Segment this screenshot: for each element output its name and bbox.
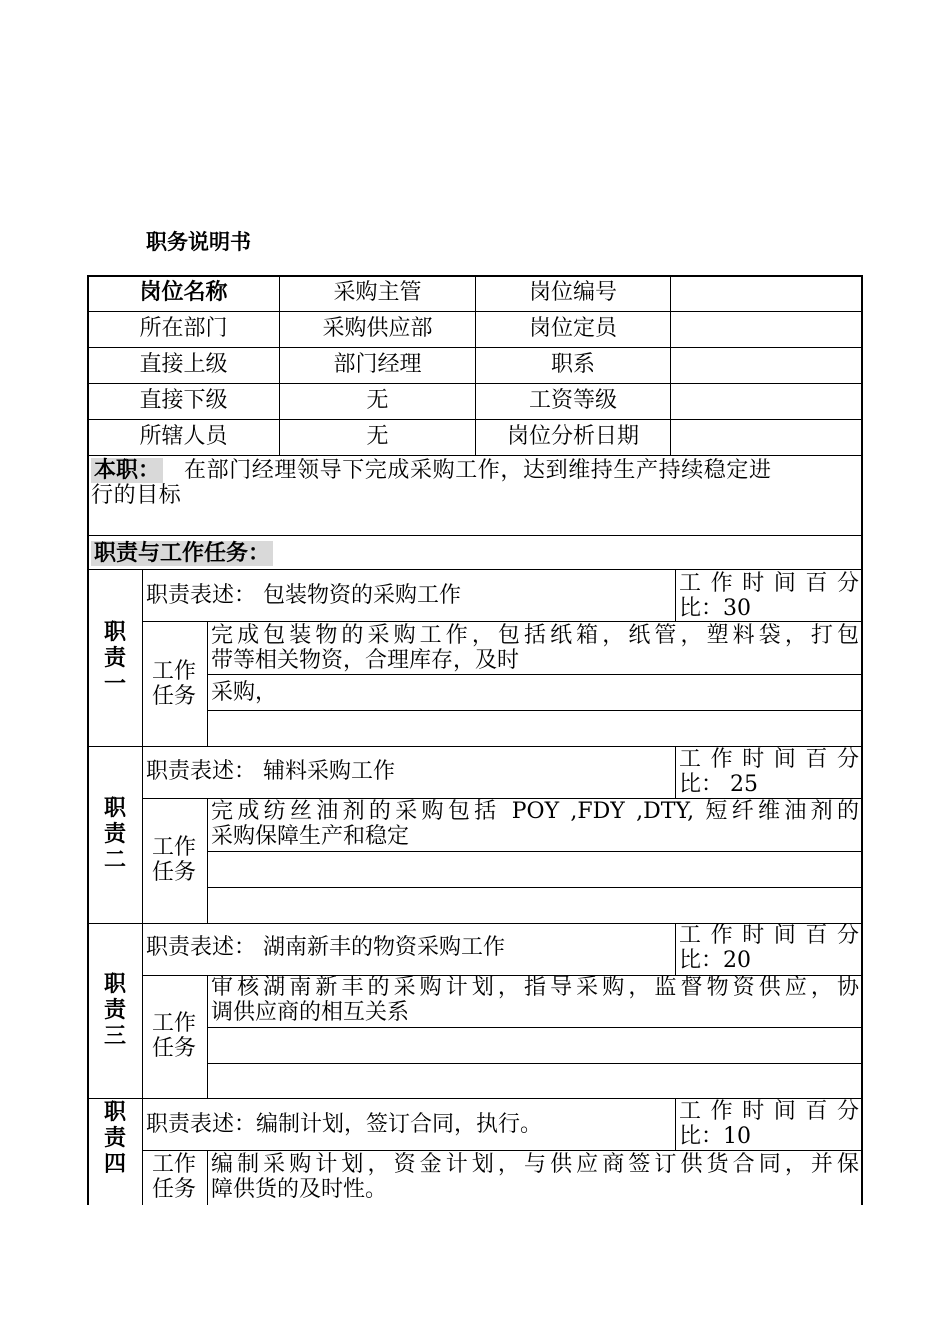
summary-text-line1: 在部门经理领导下完成采购工作，达到维持生产持续稳定进 — [184, 458, 772, 483]
duty-name-char: 职 — [103, 1100, 126, 1125]
duty-description: 职责表述：编制计划，签订合同，执行。 — [146, 1112, 543, 1137]
summary-label — [91, 458, 163, 483]
divider — [208, 674, 862, 675]
duty-name-char: 责 — [103, 822, 126, 847]
task-label: 工作 — [152, 659, 197, 684]
divider — [142, 570, 143, 1205]
divider — [208, 1027, 862, 1028]
summary-text-line2: 行的目标 — [91, 483, 182, 508]
duty-name-char: 责 — [103, 998, 126, 1023]
field-label: 直接下级 — [139, 388, 228, 413]
field-label: 岗位编号 — [528, 280, 617, 305]
duty-name-char: 职 — [103, 972, 126, 997]
duty-name — [100, 972, 130, 1050]
divider — [88, 569, 862, 570]
divider — [670, 277, 671, 455]
duties-header — [91, 541, 273, 566]
task-line: 审核湖南新丰的采购计划，指导采购，监督物资供应，协 — [211, 975, 859, 1000]
summary-label-text: 本职： — [91, 458, 163, 483]
divider — [208, 887, 862, 888]
divider — [208, 851, 862, 852]
divider — [207, 1151, 208, 1205]
task-line: 采购， — [211, 680, 278, 705]
duty-name — [100, 796, 130, 874]
task-label: 任务 — [152, 1177, 197, 1202]
field-label: 直接上级 — [139, 352, 228, 377]
duty-name-char: 四 — [103, 1152, 126, 1177]
field-label: 所在部门 — [139, 316, 228, 341]
duty-time-percent-line2: 比：10 — [679, 1124, 751, 1149]
duty-name-char: 责 — [103, 1126, 126, 1151]
duty-name-char: 一 — [103, 672, 126, 697]
task-label: 任务 — [152, 684, 197, 709]
divider — [88, 455, 862, 456]
divider — [675, 924, 676, 975]
task-label: 任务 — [152, 860, 197, 885]
task-label: 工作 — [152, 1152, 197, 1177]
task-line: 带等相关物资，合理库存，及时 — [211, 648, 520, 673]
field-label: 职系 — [550, 352, 595, 377]
field-label: 岗位定员 — [528, 316, 617, 341]
duty-name-char: 职 — [103, 620, 126, 645]
duties-header-text: 职责与工作任务： — [91, 541, 273, 566]
duty-description: 职责表述： 辅料采购工作 — [146, 759, 395, 784]
field-label: 工资等级 — [528, 388, 617, 413]
task-label: 任务 — [152, 1036, 197, 1061]
divider — [143, 621, 862, 622]
task-label: 工作 — [152, 1011, 197, 1036]
field-value: 部门经理 — [333, 352, 422, 377]
duty-time-percent-line1: 工作时间百分 — [679, 747, 859, 772]
task-line: 障供货的及时性。 — [211, 1177, 388, 1202]
field-label: 岗位名称 — [139, 280, 228, 305]
divider — [675, 747, 676, 798]
task-line: 调供应商的相互关系 — [211, 1000, 410, 1025]
duty-time-percent-line2: 比：20 — [679, 948, 751, 973]
field-value: 采购主管 — [333, 280, 422, 305]
task-label: 工作 — [152, 835, 197, 860]
divider — [207, 622, 208, 746]
duty-time-percent-line1: 工作时间百分 — [679, 1099, 859, 1124]
field-value: 无 — [366, 388, 389, 413]
divider — [208, 1063, 862, 1064]
page-title: 职务说明书 — [146, 230, 251, 254]
task-line: 采购保障生产和稳定 — [211, 824, 410, 849]
duty-name-char: 职 — [103, 796, 126, 821]
duty-time-percent-line1: 工作时间百分 — [679, 571, 859, 596]
duty-description: 职责表述： 包装物资的采购工作 — [146, 583, 461, 608]
duty-name — [100, 620, 130, 698]
field-value: 采购供应部 — [322, 316, 433, 341]
field-label: 岗位分析日期 — [506, 424, 639, 449]
divider — [207, 976, 208, 1098]
duty-name-char: 责 — [103, 646, 126, 671]
divider — [675, 570, 676, 621]
divider — [88, 535, 862, 536]
task-line: 完成纺丝油剂的采购包括 POY ,FDY ,DTY, 短纤维油剂的 — [211, 799, 859, 824]
duty-name-char: 二 — [103, 848, 126, 873]
duty-name-char: 三 — [103, 1024, 126, 1049]
task-line: 编制采购计划，资金计划，与供应商签订供货合同，并保 — [211, 1152, 859, 1177]
divider — [208, 710, 862, 711]
divider — [143, 1150, 862, 1151]
duty-time-percent-line2: 比： 25 — [679, 772, 758, 797]
divider — [207, 799, 208, 923]
duty-name — [100, 1100, 130, 1178]
task-line: 完成包装物的采购工作，包括纸箱，纸管，塑料袋，打包 — [211, 623, 859, 648]
field-value: 无 — [366, 424, 389, 449]
duty-description: 职责表述： 湖南新丰的物资采购工作 — [146, 935, 505, 960]
duty-time-percent-line1: 工作时间百分 — [679, 923, 859, 948]
divider — [675, 1099, 676, 1150]
field-label: 所辖人员 — [139, 424, 228, 449]
duty-time-percent-line2: 比：30 — [679, 596, 751, 621]
